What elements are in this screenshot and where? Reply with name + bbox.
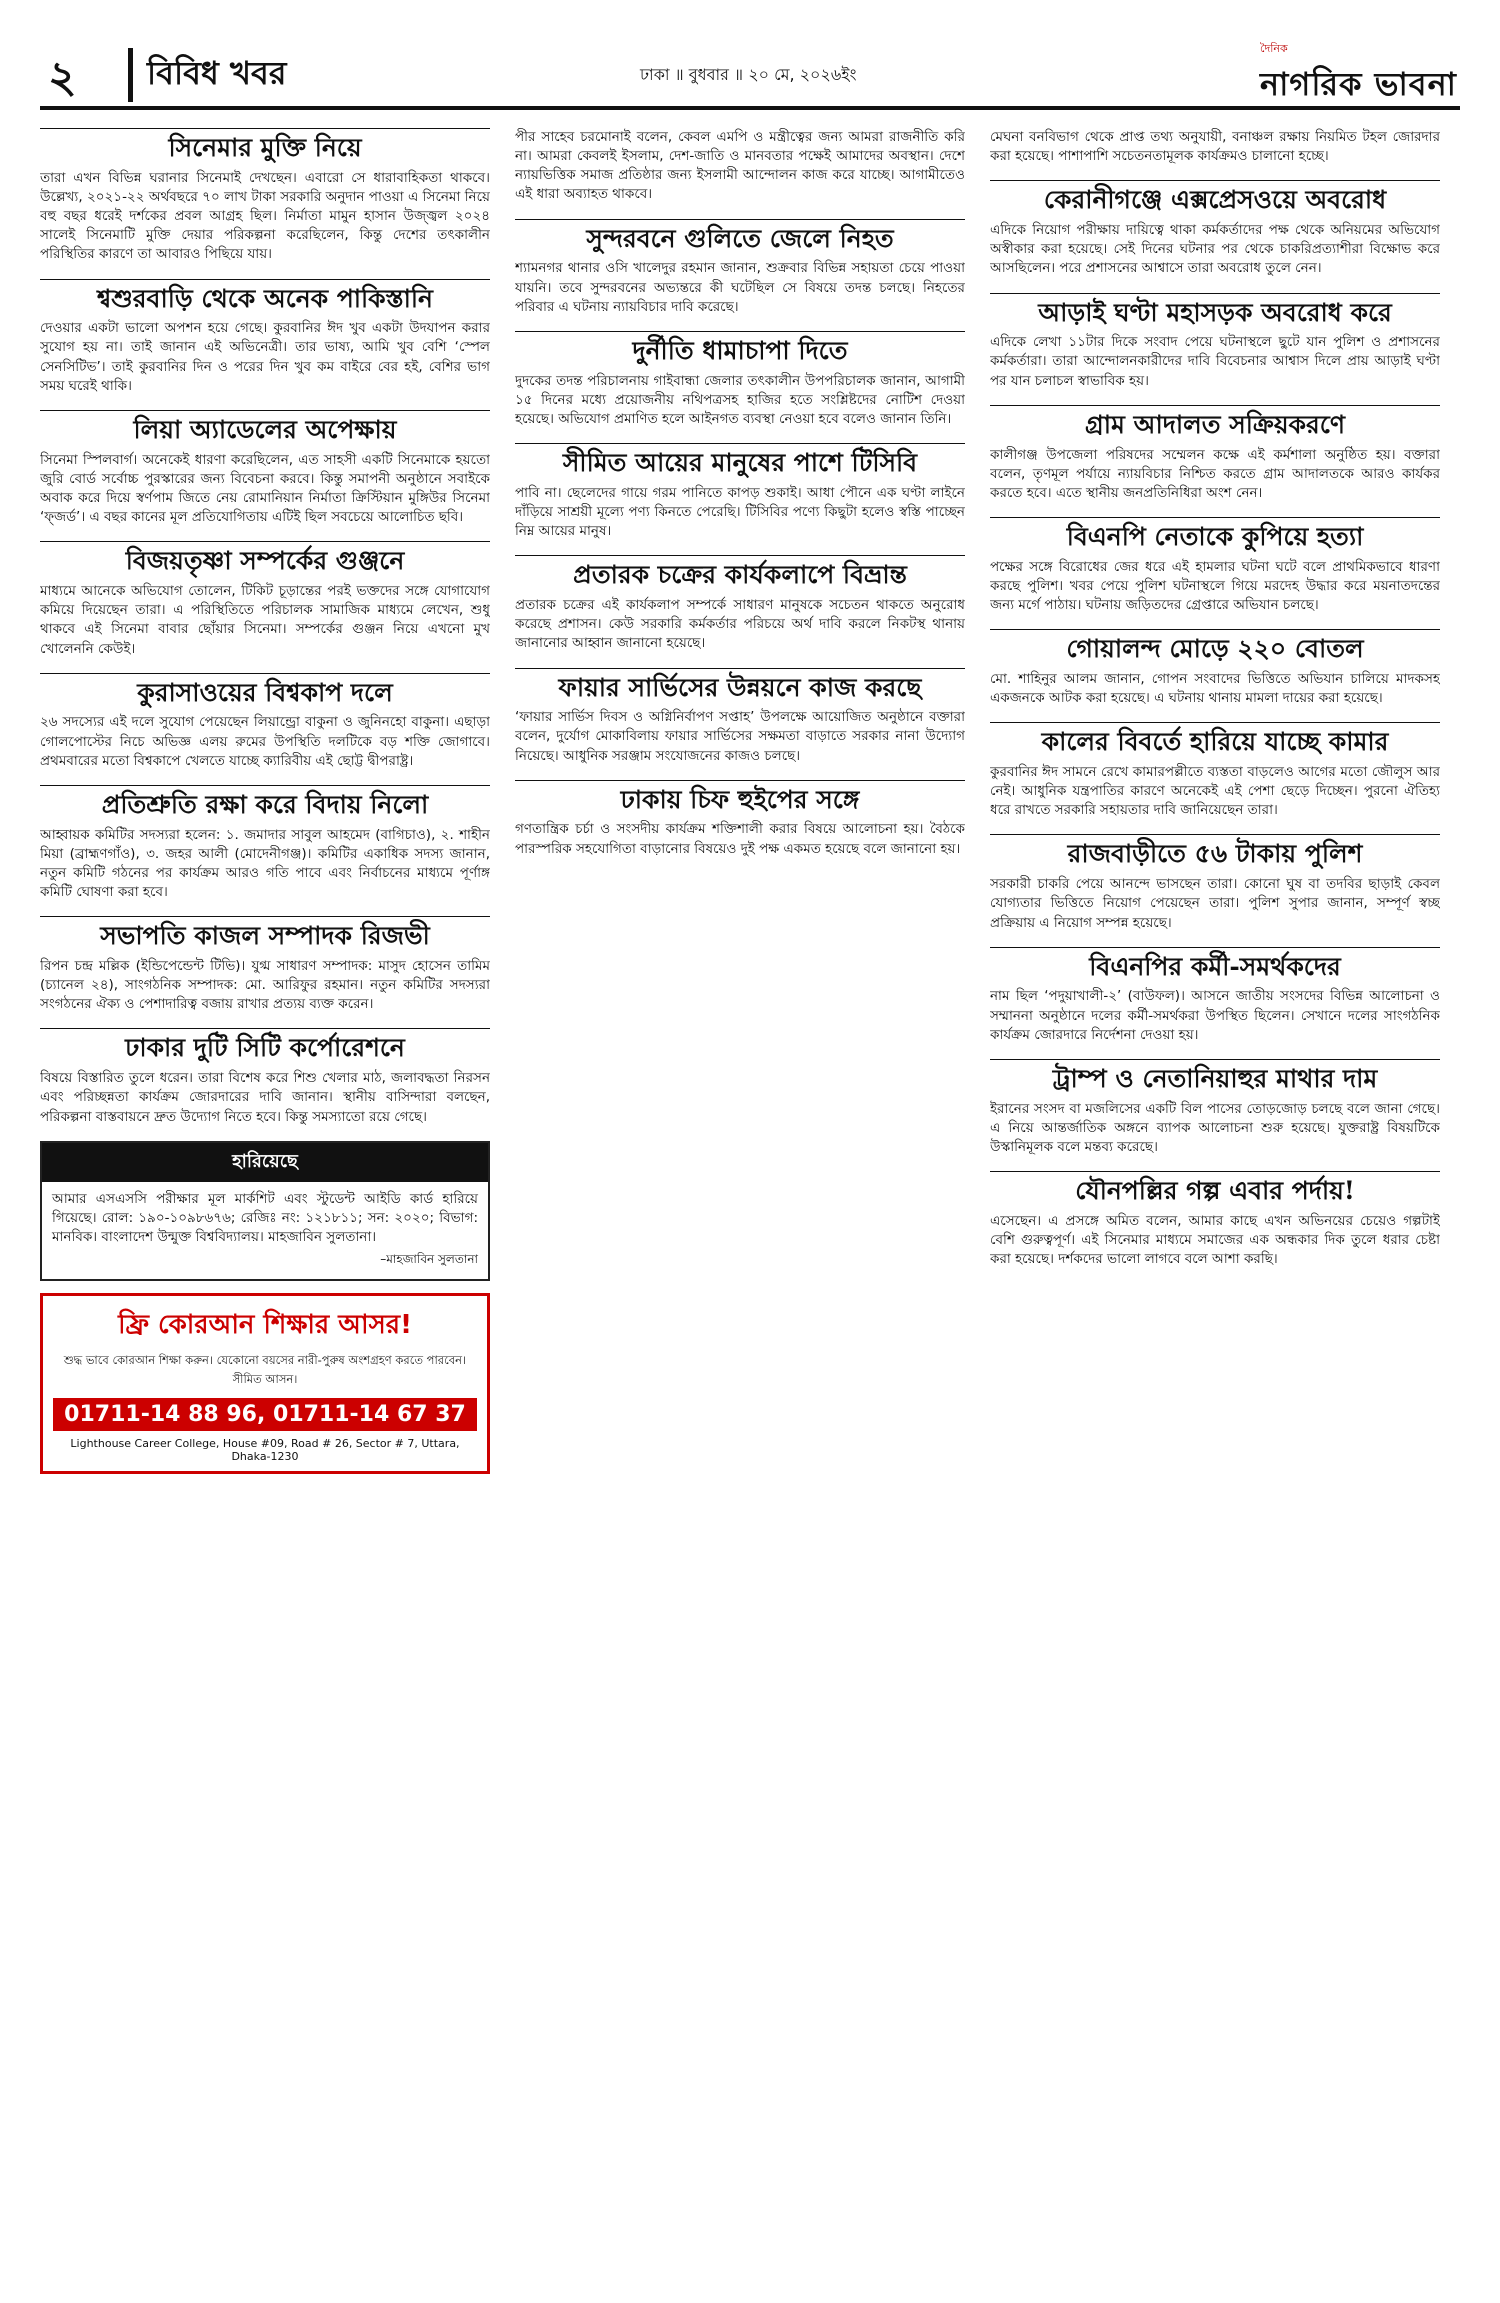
- article-body: ইরানের সংসদ বা মজলিসের একটি বিল পাসের তোড়জোড় চলছে বলে জানা গেছে। এ নিয়ে আন্তর্জাতিক অঙ্গনে ব্যাপক আলোচনা শুরু হয়েছে। যুক্তরাষ্ট্র বিষয়টিকে উস্কানিমূলক বলে মন্তব্য করেছে।: [990, 1100, 1440, 1155]
- article: [40, 410, 490, 527]
- article: [40, 1028, 490, 1126]
- page-number: ২: [48, 52, 77, 103]
- lost-notice-signature: –মাহজাবিন সুলতানা: [380, 1252, 478, 1267]
- article: [515, 128, 965, 205]
- article: [990, 947, 1440, 1045]
- article: [515, 780, 965, 859]
- article-body: নাম ছিল ‘পদুয়াখালী-২’ (বাউফল)। আসনে জাতীয় সংসদের বিভিন্ন আলোচনা ও সম্মাননা অনুষ্ঠানে দলের কর্মী-সমর্থকরা উপস্থিত ছিলেন। সেখানে দলের সাংগঠনিক কার্যক্রম জোরদারে নির্দেশনা দেওয়া হয়।: [990, 988, 1440, 1043]
- headline: বিজয়তৃষ্ণা সম্পর্কের গুঞ্জনে: [40, 541, 490, 576]
- article-body: কুরবানির ঈদ সামনে রেখে কামারপল্লীতে ব্যস্ততা বাড়লেও আগের মতো জৌলুস আর নেই। আধুনিক যন্ত্রপাতির কারণে অনেকেই এই পেশা ছেড়ে দিচ্ছেন। পুরনো ঐতিহ্য ধরে রাখতে সরকারি সহায়তার দাবি জানিয়েছেন তারা।: [990, 764, 1440, 819]
- headline: বিএনপি নেতাকে কুপিয়ে হত্যা: [990, 517, 1440, 552]
- article: [40, 673, 490, 771]
- headline: যৌনপল্লির গল্প এবার পর্দায়!: [990, 1171, 1440, 1206]
- headline: গ্রাম আদালত সক্রিয়করণে: [990, 405, 1440, 440]
- article-body: মাধ্যমে আনেকে অভিযোগ তোলেন, টিকিট চূড়ান্তের পরই ভক্তদের সঙ্গে যোগাযোগ কমিয়ে দিয়েছেন তারা। এ পরিস্থিতিতে পরিচালক সামাজিক মাধ্যমে লেখেন, শুধু থাকবে এই সিনেমা বাবার ছোঁয়ার সিনেমা। সম্পর্কের গুঞ্জন নিয়ে এখনো মুখ খোলেননি কেউই।: [40, 583, 490, 657]
- headline: ঢাকায় চিফ হুইপের সঙ্গে: [515, 780, 965, 815]
- headline: প্রতারক চক্রের কার্যকলাপে বিভ্রান্ত: [515, 555, 965, 590]
- article: [990, 722, 1440, 820]
- section-title: বিবিধ খবর: [128, 48, 286, 102]
- article-body: পক্ষের সঙ্গে বিরোধের জের ধরে এই হামলার ঘটনা ঘটে বলে প্রাথমিকভাবে ধারণা করছে পুলিশ। খবর পেয়ে পুলিশ ঘটনাস্থলে গিয়ে মরদেহ উদ্ধার করে ময়নাতদন্তের জন্য মর্গে পাঠায়। ঘটনায় জড়িতদের গ্রেপ্তারে অভিযান চলছে।: [990, 558, 1440, 614]
- article: [40, 541, 490, 658]
- dateline: ঢাকা ॥ বুধবার ॥ ২০ মে, ২০২৬ইং: [640, 65, 857, 84]
- article-body: প্রতারক চক্রের এই কার্যকলাপ সম্পর্কে সাধারণ মানুষকে সচেতন থাকতে অনুরোধ করেছে প্রশাসন। কেউ সরকারি কর্মকর্তার পরিচয়ে অর্থ দাবি করলে নিকটস্থ থানায় জানানোর আহ্বান জানানো হয়েছে।: [515, 597, 965, 652]
- logo-top-text: দৈনিক: [1260, 42, 1288, 55]
- article-body: এসেছেন। এ প্রসঙ্গে অমিত বলেন, আমার কাছে এখন অভিনয়ের চেয়েও গল্পটাই বেশি গুরুত্বপূর্ণ। এই সিনেমার মাধ্যমে সমাজের এক অন্ধকার দিক তুলে ধরার চেষ্টা করা হয়েছে। দর্শকদের ভালো লাগবে বলে আশা করছি।: [990, 1212, 1440, 1268]
- headline: শ্বশুরবাড়ি থেকে অনেক পাকিস্তানি: [40, 279, 490, 314]
- article: [515, 219, 965, 317]
- lost-notice-body: আমার এসএসসি পরীক্ষার মূল মার্কশিট এবং স্টুডেন্ট আইডি কার্ড হারিয়ে গিয়েছে। রোল: ১৯০-১০৯৮৬৭৬; রেজিঃ নং: ১২১৮১১; সন: ২০২০; বিভাগ: মানবিক। বাংলাদেশ উন্মুক্ত বিশ্ববিদ্যালয়। মাহজাবিন সুলতানা।: [52, 1190, 478, 1245]
- article: [990, 293, 1440, 391]
- article: [990, 1171, 1440, 1269]
- article: [990, 405, 1440, 503]
- article-body: তারা এখন বিভিন্ন ঘরানার সিনেমাই দেখছেন। এবারো সে ধারাবাহিকতা থাকবে। উল্লেখ্য, ২০২১-২২ অর্থবছরে ৭০ লাখ টাকা সরকারি অনুদান পাওয়া এ সিনেমা নিয়ে বহু বছর ধরেই দর্শকের প্রবল আগ্রহ ছিল। নির্মাতা মামুন হাসান উজ্জ্বল ২০২৪ সালেই সিনেমাটি মুক্তি দেয়ার পরিকল্পনা করেছিলেন, কিন্তু দেশের তৎকালীন পরিস্থিতির কারণে তা আবারও পিছিয়ে যায়।: [40, 169, 490, 263]
- article-body: সরকারী চাকরি পেয়ে আনন্দে ভাসছেন তারা। কোনো ঘুষ বা তদবির ছাড়াই কেবল যোগ্যতার ভিত্তিতে নিয়োগ পেয়েছেন তারা। পুলিশ সুপার জানান, সম্পূর্ণ স্বচ্ছ প্রক্রিয়ায় এ নিয়োগ সম্পন্ন হয়েছে।: [990, 876, 1440, 931]
- headline: দুর্নীতি ধামাচাপা দিতে: [515, 331, 965, 366]
- article: [515, 555, 965, 653]
- article-body: আহ্বায়ক কমিটির সদস্যরা হলেন: ১. জমাদার সাবুল আহমেদ (বাগিচাও), ২. শাহীন মিয়া (ব্রাহ্মণগাঁও), ৩. জহর আলী (মোদেনীগঞ্জ)। কমিটির একাধিক সদস্য জানান, নতুন কমিটি গঠনের পর কার্যক্রম আরও গতি পাবে এবং নির্বাচনের মাধ্যমে পূর্ণাঙ্গ কমিটি ঘোষণা করা হবে।: [40, 826, 490, 901]
- headline: রাজবাড়ীতে ৫৬ টাকায় পুলিশ: [990, 834, 1440, 869]
- article: [990, 1059, 1440, 1157]
- column-1: [40, 128, 490, 2273]
- article: [40, 916, 490, 1014]
- article-body: দেওয়ার একটা ভালো অপশন হয়ে গেছে। কুরবানির ঈদ খুব একটা উদযাপন করার সুযোগ হয় না। তাই জানান এই অভিনেত্রী। তার ভাষ্য, আমি খুব বেশি ‘স্পেল সেনসিটিভ’। তাই কুরবানির দিন ও পরের দিন খুব কম বাইরে বের হই, বেশির ভাগ সময় ঘরেই থাকি।: [40, 320, 490, 394]
- headline: সুন্দরবনে গুলিতে জেলে নিহত: [515, 219, 965, 254]
- headline: ফায়ার সার্ভিসের উন্নয়নে কাজ করছে: [515, 668, 965, 703]
- article-body: গণতান্ত্রিক চর্চা ও সংসদীয় কার্যক্রম শক্তিশালী করার বিষয়ে আলোচনা হয়। বৈঠকে পারস্পরিক সহযোগিতা বাড়ানোর বিষয়েও দুই পক্ষ একমত হয়েছে বলে জানানো হয়।: [515, 821, 965, 857]
- article: [990, 128, 1440, 166]
- ad-phone: 01711-14 88 96, 01711-14 67 37: [53, 1398, 477, 1431]
- headline: কেরানীগঞ্জে এক্সপ্রেসওয়ে অবরোধ: [990, 180, 1440, 215]
- masthead: [40, 40, 1460, 110]
- article: [40, 128, 490, 265]
- column-3: [990, 128, 1440, 2273]
- newspaper-logo: [1260, 40, 1460, 103]
- headline: সভাপতি কাজল সম্পাদক রিজভী: [40, 916, 490, 951]
- article: [990, 834, 1440, 932]
- article: [990, 629, 1440, 708]
- column-2: [515, 128, 965, 2273]
- ad-description: শুদ্ধ ভাবে কোরআন শিক্ষা করুন। যেকোনো বয়সের নারী-পুরুষ অংশগ্রহণ করতে পারবেন। সীমিত আসন।: [63, 1353, 467, 1387]
- article-body: পাবি না। ছেলেদের গায়ে গরম পানিতে কাপড় শুকাই। আধা পৌনে এক ঘণ্টা লাইনে দাঁড়িয়ে সাশ্রয়ী মূল্যে পণ্য কিনতে পেরেছি। টিসিবির পণ্যে কিছুটা হলেও স্বস্তি পাচ্ছেন নিম্ন আয়ের মানুষ।: [515, 484, 965, 540]
- headline: বিএনপির কর্মী-সমর্থকদের: [990, 947, 1440, 982]
- lost-notice-title: হারিয়েছে: [42, 1143, 488, 1182]
- headline: ট্রাম্প ও নেতানিয়াহুর মাথার দাম: [990, 1059, 1440, 1094]
- article: [515, 668, 965, 766]
- ad-title: ফ্রি কোরআন শিক্ষার আসর!: [118, 1310, 412, 1341]
- article-body: এদিকে লেখা ১১টার দিকে সংবাদ পেয়ে ঘটনাস্থলে ছুটে যান পুলিশ ও প্রশাসনের কর্মকর্তারা। তারা আন্দোলনকারীদের দাবি বিবেচনার আশ্বাস দিলে প্রায় আড়াই ঘণ্টা পর যান চলাচল স্বাভাবিক হয়।: [990, 334, 1440, 389]
- article: [990, 517, 1440, 615]
- article: [515, 331, 965, 429]
- article-body: শ্যামনগর থানার ওসি খালেদুর রহমান জানান, শুক্রবার বিভিন্ন সহায়তা চেয়ে পাওয়া যায়নি। তবে সুন্দরবনের অভ্যন্তরে কী ঘটেছিল সে বিষয়ে তদন্ত চলছে। নিহতের পরিবার এ ঘটনায় ন্যায়বিচার দাবি করেছে।: [515, 260, 965, 315]
- headline: কালের বিবর্তে হারিয়ে যাচ্ছে কামার: [990, 722, 1440, 757]
- logo-main-text: নাগরিক ভাবনা: [1260, 65, 1457, 103]
- article-body: দুদকের তদন্ত পরিচালনায় গাইবান্ধা জেলার তৎকালীন উপপরিচালক জানান, আগামী ১৫ দিনের মধ্যে প্রয়োজনীয় নথিপত্রসহ হাজির হতে সংশ্লিষ্টদের নোটিশ দেওয়া হয়েছে। অভিযোগ প্রমাণিত হলে আইনগত ব্যবস্থা নেওয়া হবে বলেও জানান তিনি।: [515, 372, 965, 427]
- article: [990, 180, 1440, 278]
- headline: সিনেমার মুক্তি নিয়ে: [40, 128, 490, 163]
- article-body: কালীগঞ্জ উপজেলা পরিষদের সম্মেলন কক্ষে এই কর্মশালা অনুষ্ঠিত হয়। বক্তারা বলেন, তৃণমূল পর্যায়ে ন্যায়বিচার নিশ্চিত করতে গ্রাম আদালতকে আরও কার্যকর করতে হবে। এতে স্থানীয় জনপ্রতিনিধিরা অংশ নেন।: [990, 446, 1440, 501]
- headline: আড়াই ঘণ্টা মহাসড়ক অবরোধ করে: [990, 293, 1440, 328]
- headline: গোয়ালন্দ মোড়ে ২২০ বোতল: [990, 629, 1440, 664]
- article-body: এদিকে নিয়োগ পরীক্ষায় দায়িত্বে থাকা কর্মকর্তাদের পক্ষ থেকে অনিয়মের অভিযোগ অস্বীকার করা হয়েছে। সেই দিনের ঘটনার পর থেকে চাকরিপ্রত্যাশীরা বিক্ষোভ করে আসছিলেন। পরে প্রশাসনের আশ্বাসে তারা অবরোধ তুলে নেন।: [990, 222, 1440, 277]
- headline: সীমিত আয়ের মানুষের পাশে টিসিবি: [515, 443, 965, 478]
- ad-address: Lighthouse Career College, House #09, Road # 26, Sector # 7, Uttara, Dhaka-1230: [70, 1437, 460, 1464]
- article: [40, 279, 490, 396]
- article: [515, 443, 965, 541]
- article-body: পীর সাহেব চরমোনাই বলেন, কেবল এমপি ও মন্ত্রীত্বের জন্য আমরা রাজনীতি করি না। আমরা কেবলই ইসলাম, দেশ-জাতি ও মানবতার পক্ষেই আমাদের অবস্থান। দেশে ন্যায়ভিত্তিক সমাজ প্রতিষ্ঠার জন্য ইসলামী আন্দোলন কাজ করে যাচ্ছে। আগামীতেও এই ধারা অব্যাহত থাকবে।: [515, 129, 965, 203]
- lost-notice: [40, 1141, 490, 1281]
- article-body: ২৬ সদস্যের এই দলে সুযোগ পেয়েছেন লিয়ান্ড্রো বাকুনা ও জুনিনহো বাকুনা। এছাড়া গোলপোস্টের নিচে অভিজ্ঞ এলয় রুমের উপস্থিতি দলটিকে বড় শক্তি জোগাবে। প্রথমবারের মতো বিশ্বকাপে খেলতে যাচ্ছে ক্যারিবীয় এই ছোট্ট দ্বীপরাষ্ট্র।: [40, 714, 490, 769]
- article-body: সিনেমা স্পিলবার্গ। অনেকেই ধারণা করেছিলেন, এত সাহসী একটি সিনেমাকে হয়তো জুরি বোর্ড সর্বোচ্চ পুরস্কারের জন্য বিবেচনা করবে। কিন্তু সমাপনী অনুষ্ঠানে সবাইকে অবাক করে দিয়ে স্বর্ণপাম জিতে নেয় রোমানিয়ান নির্মাতা ক্রিস্টিয়ান মুঙ্গিউর সিনেমা ‘ফ্জর্ড’। এ বছর কানের মূল প্রতিযোগিতায় এটিই ছিল সবচেয়ে আলোচিত ছবি।: [40, 451, 490, 526]
- headline: প্রতিশ্রুতি রক্ষা করে বিদায় নিলো: [40, 785, 490, 820]
- article-body: মেঘনা বনবিভাগ থেকে প্রাপ্ত তথ্য অনুযায়ী, বনাঞ্চল রক্ষায় নিয়মিত টহল জোরদার করা হয়েছে। পাশাপাশি সচেতনতামূলক কার্যক্রমও চালানো হচ্ছে।: [990, 129, 1440, 165]
- headline: লিয়া অ্যাডেলের অপেক্ষায়: [40, 410, 490, 445]
- article-body: মো. শাহিনুর আলম জানান, গোপন সংবাদের ভিত্তিতে অভিযান চালিয়ে মাদকসহ একজনকে আটক করা হয়েছে। এ ঘটনায় থানায় মামলা দায়ের করা হয়েছে।: [990, 670, 1440, 707]
- article-body: রিপন চন্দ্র মল্লিক (ইন্ডিপেন্ডেন্ট টিভি)। যুগ্ম সাধারণ সম্পাদক: মাসুদ হোসেন তামিম (চ্যানেল ২৪), সাংগঠনিক সম্পাদক: মো. আরিফুর রহমান। নতুন কমিটির সদস্যরা সংগঠনের ঐক্য ও পেশাদারিত্ব বজায় রাখার প্রত্যয় ব্যক্ত করেন।: [40, 958, 490, 1013]
- article-body: বিষয়ে বিস্তারিত তুলে ধরেন। তারা বিশেষ করে শিশু খেলার মাঠ, জলাবদ্ধতা নিরসন এবং পরিচ্ছন্নতা কার্যক্রম জোরদারের দাবি জানান। স্থানীয় বাসিন্দারা বলছেন, পরিকল্পনা বাস্তবায়নে দ্রুত উদ্যোগ নিতে হবে। কিন্তু সমস্যাতো রয়ে গেছে।: [40, 1070, 490, 1125]
- article-body: ‘ফায়ার সার্ভিস দিবস ও অগ্নিনির্বাপণ সপ্তাহ’ উপলক্ষে আয়োজিত অনুষ্ঠানে বক্তারা বলেন, দুর্যোগ মোকাবিলায় ফায়ার সার্ভিসের সক্ষমতা বাড়াতে সরকার নানা উদ্যোগ নিয়েছে। আধুনিক সরঞ্জাম সংযোজনের কাজও চলছে।: [515, 709, 965, 764]
- headline: ঢাকার দুটি সিটি কর্পোরেশনে: [40, 1028, 490, 1063]
- quran-course-ad: [40, 1293, 490, 1474]
- headline: কুরাসাওয়ের বিশ্বকাপ দলে: [40, 673, 490, 708]
- article: [40, 785, 490, 902]
